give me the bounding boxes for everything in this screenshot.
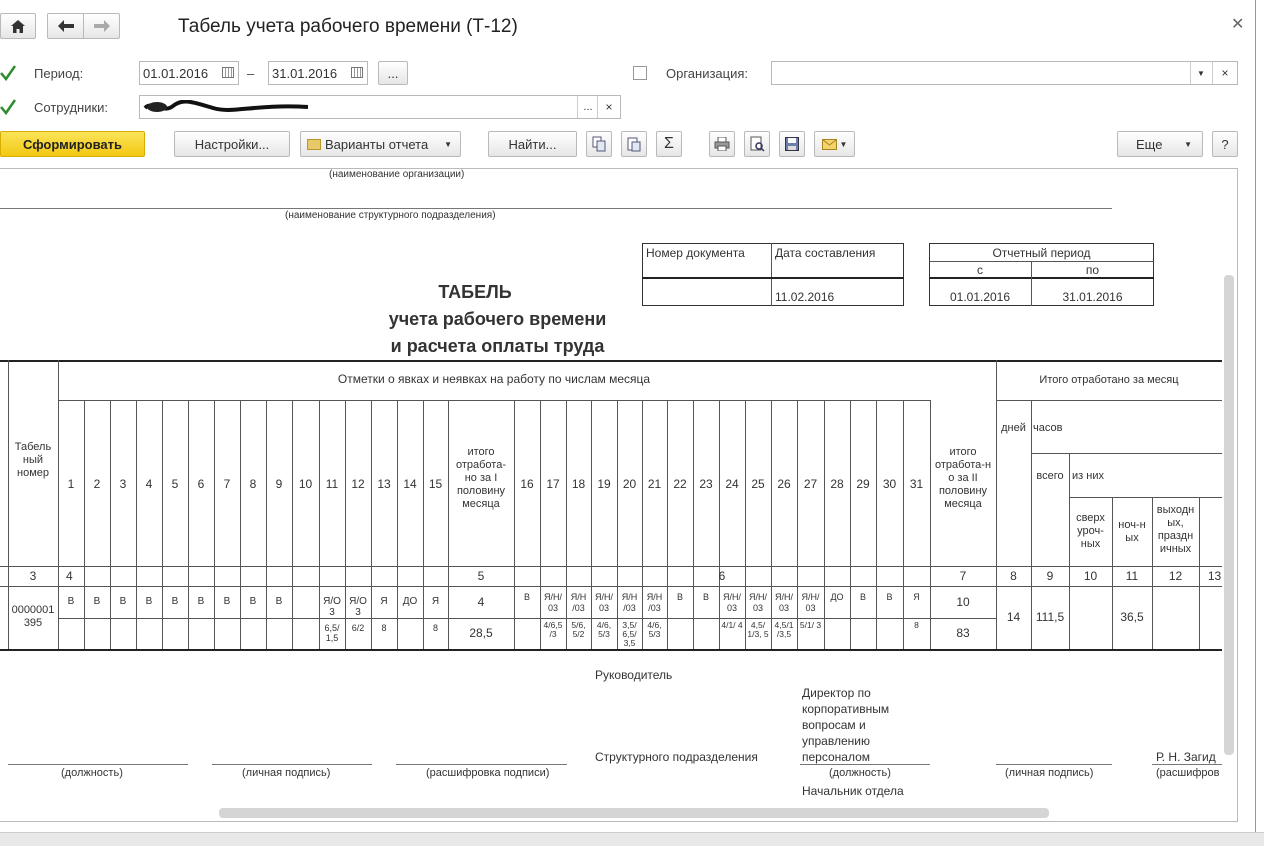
day-code: Я/Н /03: [646, 592, 663, 613]
division-label: Структурного подразделения: [595, 750, 758, 764]
day-header: 11: [325, 477, 339, 491]
day-header: 23: [699, 477, 713, 491]
day-header: 21: [647, 477, 662, 491]
day-header: 29: [856, 477, 870, 491]
day-code: Я/Н/ 03: [595, 592, 613, 613]
day-header: 25: [751, 477, 765, 491]
day-header: 20: [622, 477, 637, 491]
col-border: [667, 400, 668, 649]
forward-button[interactable]: [83, 13, 120, 39]
column-number: 4: [66, 569, 73, 583]
print-icon[interactable]: [709, 131, 735, 157]
column-number: 5: [477, 569, 485, 583]
head-name: Р. Н. Загид: [1156, 750, 1216, 764]
day-hours: 8: [914, 620, 919, 630]
period-to-label: по: [1085, 263, 1100, 277]
arrow-right-icon: [94, 20, 110, 32]
col-hours-header: часов: [1033, 422, 1063, 434]
date-to-input[interactable]: [268, 61, 368, 85]
col-border: [903, 400, 904, 649]
col-night-header: ноч-н ых: [1118, 519, 1146, 544]
settings-button[interactable]: Настройки...: [174, 131, 290, 157]
day-header: 9: [275, 477, 283, 491]
day-hours: 8: [381, 623, 387, 633]
paste-icon[interactable]: [621, 131, 647, 157]
col-border: [930, 400, 931, 649]
column-number: 6: [718, 569, 726, 583]
period-from: 01.01.2016: [949, 290, 1011, 304]
period-to: 31.01.2016: [1062, 290, 1123, 304]
col-border: [136, 400, 137, 649]
send-email-button[interactable]: [814, 131, 855, 157]
period-select-button[interactable]: ...: [378, 61, 408, 85]
day-code: Я/Н /03: [570, 592, 587, 613]
day-code: В: [145, 596, 153, 607]
division-caption: (наименование структурного подразделения): [285, 210, 496, 221]
day-header: 6: [197, 477, 205, 491]
employees-checkbox[interactable]: [0, 99, 16, 115]
horizontal-scrollbar[interactable]: [219, 808, 1049, 818]
doc-date: 11.02.2016: [775, 290, 835, 304]
day-header: 19: [597, 477, 611, 491]
col-days-header: дней: [1001, 422, 1026, 434]
col-border: [824, 400, 825, 649]
find-button[interactable]: Найти...: [488, 131, 577, 157]
day-code: Я/Н /03: [621, 592, 638, 613]
generate-button[interactable]: Сформировать: [0, 131, 145, 157]
col-total-month-header: Итого отработано за месяц: [1039, 374, 1179, 386]
day-header: 27: [803, 477, 818, 491]
day-hours: 4/1/ 4: [721, 620, 743, 630]
clear-organization-icon[interactable]: ×: [1212, 62, 1237, 84]
column-number: 3: [29, 569, 37, 583]
col-half1-header: итого отработа- но за I половину месяца: [455, 446, 507, 510]
col-border: [850, 400, 851, 649]
table-bottom-line: [0, 649, 1222, 651]
close-icon[interactable]: ✕: [1231, 16, 1245, 33]
organization-checkbox[interactable]: [633, 66, 647, 80]
report-heading-1: ТАБЕЛЬ: [438, 282, 512, 302]
head-label: Руководитель: [595, 668, 673, 682]
col-of-them-header: из них: [1072, 470, 1104, 482]
day-hours: 4/6,5 /3: [543, 620, 563, 639]
night-hours: 36,5: [1120, 610, 1144, 624]
home-button[interactable]: [0, 13, 36, 39]
day-header: 2: [93, 477, 101, 491]
day-hours: 8: [432, 623, 438, 633]
copy-icon[interactable]: [586, 131, 612, 157]
day-code: Я/О 3: [349, 596, 367, 618]
col-border: [693, 400, 694, 649]
day-header: 3: [119, 477, 127, 491]
col-half2-header: итого отработа-н о за II половину месяца: [934, 446, 992, 510]
chevron-down-icon: ▼: [1184, 139, 1192, 149]
doc-number-header: Номер документа: [646, 246, 745, 260]
half1-hours: 28,5: [469, 626, 493, 640]
day-header: 18: [571, 477, 586, 491]
position-caption-2: (должность): [829, 767, 891, 779]
col-holiday-header: выходн ых, праздн ичных: [1156, 504, 1195, 555]
col-border: [266, 400, 267, 649]
day-code: Я/О 3: [323, 596, 341, 618]
col-border: [397, 400, 398, 649]
day-code: В: [676, 592, 683, 602]
day-header: 12: [351, 477, 365, 491]
column-number: 9: [1046, 569, 1054, 583]
col-tab-header: Табель ный номер: [14, 441, 52, 479]
day-code: В: [249, 596, 257, 607]
chevron-down-icon[interactable]: ▼: [1190, 62, 1211, 84]
day-hours: 4,5/ 1/3, 5: [747, 620, 769, 639]
next-line: Начальник отдела: [802, 784, 904, 798]
day-header: 10: [298, 477, 313, 491]
column-number: 11: [1125, 569, 1139, 583]
column-number: 12: [1168, 569, 1183, 583]
day-header: 31: [909, 477, 924, 491]
day-header: 8: [249, 477, 257, 491]
day-code: Я/Н/ 03: [801, 592, 820, 613]
period-from-label: с: [977, 263, 983, 277]
col-border: [876, 400, 877, 649]
head-position: Директор по корпоративным вопросам и управлению персоналом: [802, 686, 890, 764]
col-border: [110, 400, 111, 649]
day-hours: 6/2: [351, 623, 365, 633]
day-hours: 4,5/1 /3,5: [774, 620, 794, 639]
col-border: [214, 400, 215, 649]
day-code: В: [275, 596, 283, 607]
day-code: В: [67, 596, 75, 607]
month-total-line: [996, 400, 1222, 401]
col-border: [371, 400, 372, 649]
day-code: Я/Н/ 03: [775, 592, 793, 613]
day-code: В: [171, 596, 179, 607]
day-code: В: [859, 592, 866, 602]
column-number: 8: [1010, 569, 1017, 583]
day-hours: 4/6, 5/3: [647, 620, 662, 639]
clear-employees-icon[interactable]: ×: [597, 96, 620, 118]
org-caption: (наименование организации): [329, 169, 465, 180]
day-code: ДО: [402, 596, 418, 607]
employees-label: Сотрудники:: [34, 100, 109, 115]
calendar-icon[interactable]: [222, 67, 234, 78]
day-hours: 3,5/ 6,5/ 3,5: [622, 620, 637, 648]
report-variants-label: Варианты отчета: [325, 136, 429, 152]
day-code: Я/Н/ 03: [723, 592, 741, 613]
day-header: 24: [725, 477, 739, 491]
hours-line: [1031, 453, 1222, 454]
day-header: 26: [777, 477, 791, 491]
column-number: 7: [959, 569, 967, 583]
chevron-down-icon: ▼: [839, 139, 848, 149]
division-line: [0, 208, 1112, 209]
col-border: [84, 400, 85, 649]
col-border: [188, 400, 189, 649]
organization-label: Организация:: [666, 66, 749, 81]
back-button[interactable]: [47, 13, 84, 39]
col-border: [58, 400, 59, 649]
day-code: В: [197, 596, 205, 607]
day-hours: 5/1/ 3: [799, 620, 822, 630]
half1-days: 4: [477, 595, 485, 609]
more-label: Еще: [1136, 136, 1163, 152]
day-header: 7: [223, 477, 231, 491]
col-border: [996, 360, 997, 649]
report-variants-button[interactable]: [300, 131, 461, 157]
day-code: В: [702, 592, 709, 602]
half2-days: 10: [956, 595, 970, 609]
period-header: Отчетный период: [992, 246, 1091, 260]
day-code: В: [93, 596, 101, 607]
folder-icon: [307, 139, 321, 150]
day-code: Я/Н/ 03: [544, 592, 562, 613]
period-dash: –: [247, 66, 255, 81]
colnum-line: [0, 566, 1222, 567]
row-mid-line: [58, 618, 996, 619]
col-border: [240, 400, 241, 649]
day-code: Я: [380, 596, 388, 607]
period-label: Период:: [34, 66, 84, 81]
half2-hours: 83: [956, 626, 970, 640]
calendar-icon[interactable]: [351, 67, 363, 78]
help-button[interactable]: ?: [1212, 131, 1238, 157]
col-border: [1069, 453, 1070, 649]
day-header: 1: [67, 477, 75, 491]
home-icon: [11, 20, 25, 33]
col-all-header: всего: [1036, 470, 1064, 482]
table-top-line: [0, 360, 1222, 362]
day-code: В: [119, 596, 127, 607]
day-header: 22: [673, 477, 687, 491]
position-caption: (должность): [61, 767, 123, 779]
date-from-value: 01.01.2016: [143, 65, 209, 81]
decode-caption: (расшифровка подписи): [426, 767, 550, 779]
vertical-scrollbar[interactable]: [1224, 275, 1234, 755]
organization-input[interactable]: [771, 61, 1238, 85]
total-days: 14: [1006, 610, 1021, 624]
col-marks-header: Отметки о явках и неявках на работу по числам месяца: [337, 372, 651, 386]
day-code: Я/Н/ 03: [749, 592, 767, 613]
date-to-value: 31.01.2016: [272, 65, 338, 81]
col-border: [514, 400, 515, 649]
day-header: 15: [428, 477, 443, 491]
sum-icon[interactable]: Σ: [656, 131, 682, 157]
day-code: В: [886, 592, 893, 602]
day-hours: 6,5/ 1,5: [324, 623, 340, 643]
tab-number: 0000001 395: [11, 604, 55, 629]
save-icon[interactable]: [779, 131, 805, 157]
employees-select-button[interactable]: ...: [577, 96, 598, 118]
col-border: [423, 400, 424, 649]
employees-input[interactable]: [139, 95, 621, 119]
envelope-icon: [822, 139, 837, 150]
period-checkbox[interactable]: [0, 65, 16, 81]
col-border: [448, 400, 449, 649]
date-from-input[interactable]: [139, 61, 239, 85]
col-border: [292, 400, 293, 649]
col-border: [162, 400, 163, 649]
signature-caption: (личная подпись): [242, 767, 331, 779]
day-code: В: [223, 596, 231, 607]
report-heading-3: и расчета оплаты труда: [390, 336, 605, 356]
day-code: Я: [431, 596, 440, 607]
page-title: Табель учета рабочего времени (Т-12): [178, 16, 518, 37]
doc-date-header: Дата составления: [775, 246, 876, 260]
col-overtime-header: сверх уроч- ных: [1076, 512, 1105, 550]
day-header: 16: [520, 477, 534, 491]
redaction-scribble: [143, 100, 313, 114]
chevron-down-icon: ▼: [444, 139, 452, 149]
more-button[interactable]: [1117, 131, 1203, 157]
column-number: 13: [1207, 569, 1222, 583]
day-header: 30: [882, 477, 897, 491]
day-header: 4: [145, 477, 153, 491]
report-heading-2: учета рабочего времени: [388, 309, 607, 329]
print-preview-icon[interactable]: [744, 131, 770, 157]
day-header: 13: [377, 477, 391, 491]
column-number: 10: [1083, 569, 1098, 583]
total-hours: 111,5: [1035, 610, 1065, 624]
day-header: 14: [403, 477, 417, 491]
day-hours: 5/6, 5/2: [571, 620, 586, 639]
day-hours: 4/6, 5/3: [596, 620, 612, 639]
day-header: 5: [171, 477, 179, 491]
day-header: 17: [546, 477, 560, 491]
day-code: В: [523, 592, 530, 602]
day-code: Я: [913, 592, 920, 602]
day-code: ДО: [830, 592, 844, 602]
arrow-left-icon: [58, 20, 74, 32]
decode-caption-2: (расшифров: [1156, 767, 1220, 779]
day-header: 28: [830, 477, 844, 491]
report-border-right: [1255, 0, 1256, 845]
signature-caption-2: (личная подпись): [1005, 767, 1094, 779]
row-line: [0, 586, 1222, 587]
window-bottom-bar: [0, 832, 1264, 846]
